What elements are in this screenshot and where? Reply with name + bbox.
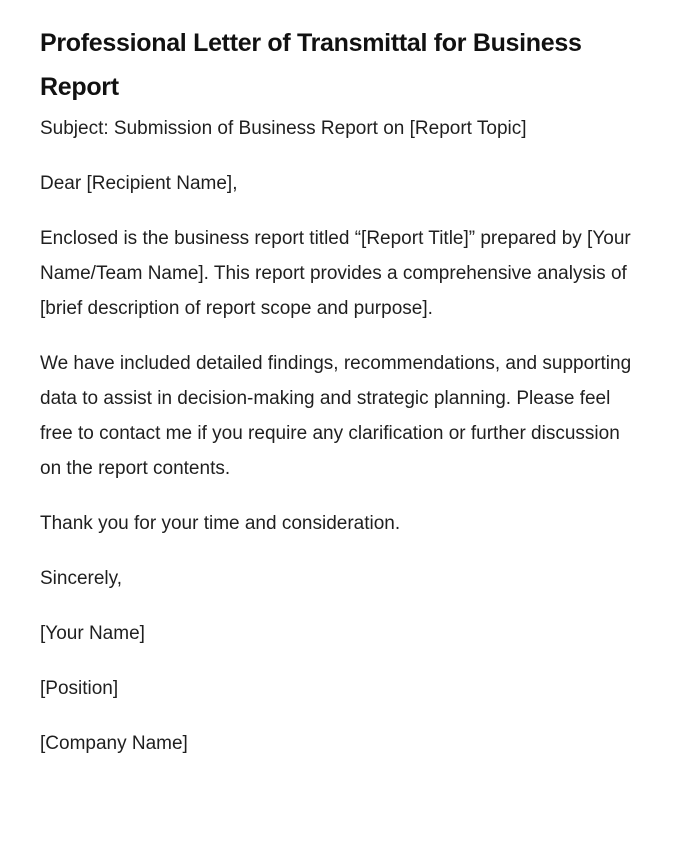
closing-line: Sincerely, <box>40 568 123 589</box>
subject-line: Subject: Submission of Business Report on [Report Topic] <box>40 118 527 139</box>
signature-name: [Your Name] <box>40 623 145 644</box>
signature-company: [Company Name] <box>40 733 188 754</box>
letter-document <box>40 21 640 781</box>
document-title: Professional Letter of Transmittal for Business Report <box>40 29 582 101</box>
body-paragraph-1: Enclosed is the business report titled “[Report Title]” prepared by [Your Name/Team Name]. This report provides a comprehensive analysis of [brief description of report scope and purpose]. <box>40 228 631 319</box>
signature-position: [Position] <box>40 678 119 699</box>
body-paragraph-2: We have included detailed findings, recommendations, and supporting data to assist in decision-making and strategic planning. Please feel free to contact me if you require any clarification or further discussion on the report contents. <box>40 353 632 479</box>
salutation: Dear [Recipient Name], <box>40 173 238 194</box>
thanks-line: Thank you for your time and consideration. <box>40 513 401 534</box>
